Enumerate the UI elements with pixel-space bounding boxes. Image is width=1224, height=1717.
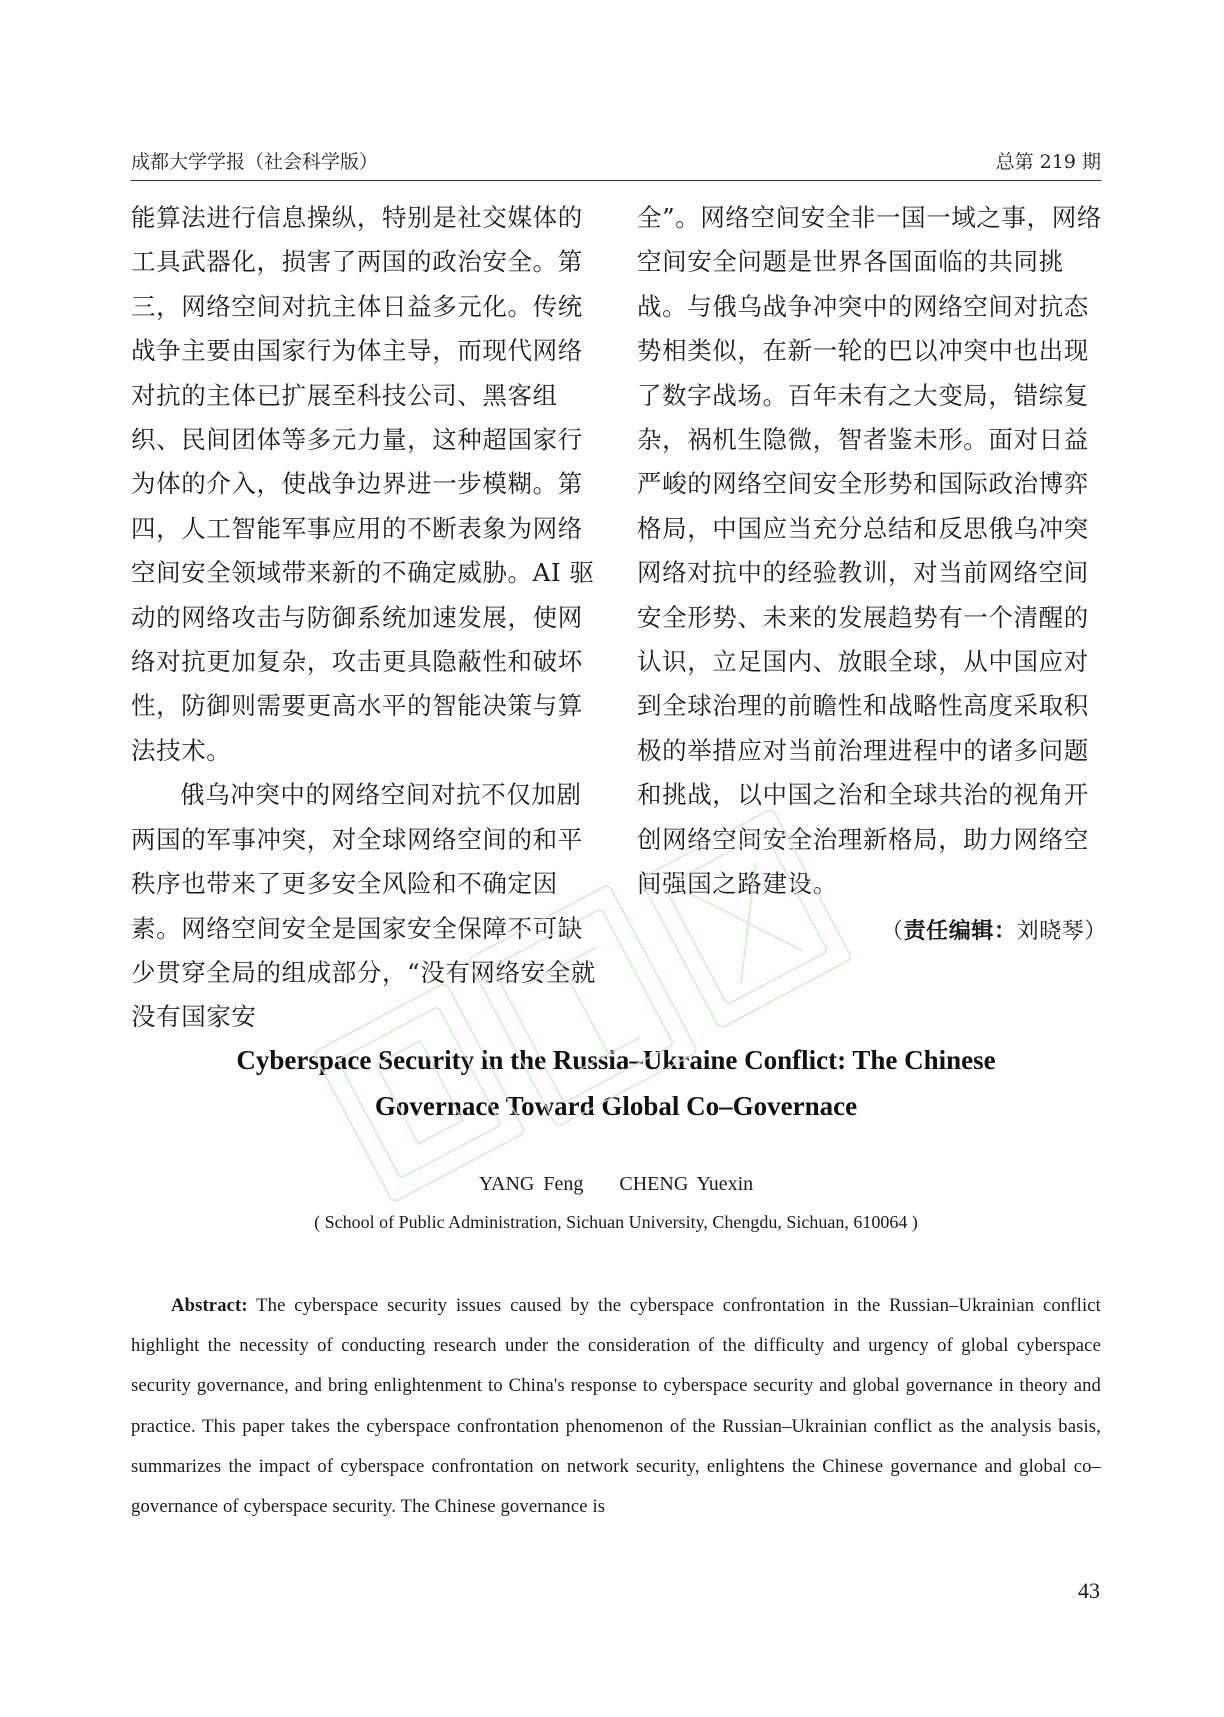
abstract-text: The cyberspace security issues caused by the cyberspace confrontation in the Russian–Ukrainian conflict highlight the necessity of conducting research under the consideration of the difficulty and urgency of global cyberspace security governance, and bring enlightenment to China's response to cyberspace security and global governance in theory and practice. This paper takes the cyberspace confrontation phenomenon of the Russian–Ukrainian conflict as the analysis basis, summarizes the impact of cyberspace confrontation on network security, enlightens the Chinese governance and global co–governance of cyberspace security. The Chinese governance is [131,1295,1101,1518]
right-paragraph-1: 全”。网络空间安全非一国一域之事，网络空间安全问题是世界各国面临的共同挑战。与俄乌战争冲突中的网络空间对抗态势相类似，在新一轮的巴以冲突中也出现了数字战场。百年未有之大变局，错综复杂，祸机生隐微，智者鉴未形。面对日益严峻的网络空间安全形势和国际政治博弈格局，中国应当充分总结和反思俄乌冲突网络对抗中的经验教训，对当前网络空间安全形势、未来的发展趋势有一个清醒的认识，立足国内、放眼全球，从中国应对到全球治理的前瞻性和战略性高度采取积极的举措应对当前治理进程中的诸多问题和挑战，以中国之治和全球共治的视角开创网络空间安全治理新格局，助力网络空间强国之路建设。 [637,203,1102,899]
left-paragraph-1: 能算法进行信息操纵，特别是社交媒体的工具武器化，损害了两国的政治安全。第三，网络空间对抗主体日益多元化。传统战争主要由国家行为体主导，而现代网络对抗的主体已扩展至科技公司、黑客组织、民间团体等多元力量，这种超国家行为体的介入，使战争边界进一步模糊。第四，人工智能军事应用的不断表象为网络空间安全领域带来新的不确定威胁。AI 驱动的网络攻击与防御系统加速发展，使网络对抗更加复杂，攻击更具隐蔽性和破坏性，防御则需要更高水平的智能决策与算法技术。 [131,203,595,765]
authors: YANG Feng CHENG Yuexin [478,1173,754,1195]
affiliation: ( School of Public Administration, Sichuan University, Chengdu, Sichuan, 610064 ) [314,1212,918,1232]
header-rule [131,180,1101,181]
abstract-label: Abstract: [171,1295,248,1316]
editor-label: 责任编辑： [903,917,1017,944]
abstract-paragraph [131,1286,1101,1527]
page-number: 43 [1078,1578,1100,1603]
left-column [131,196,601,1040]
editor-close-paren: ） [1084,918,1107,944]
issue-number: 总第 219 期 [995,150,1101,173]
running-header [131,146,1101,174]
responsible-editor [637,909,1107,954]
english-title [131,1037,1101,1129]
editor-open-paren: （ [880,918,904,944]
abstract [131,1286,1101,1527]
right-column [637,196,1107,954]
journal-name: 成都大学学报（社会科学版） [131,150,379,173]
editor-name: 刘晓琴 [1016,918,1085,944]
left-paragraph-2: 俄乌冲突中的网络空间对抗不仅加剧两国的军事冲突，对全球网络空间的和平秩序也带来了更多安全风险和不确定因素。网络空间安全是国家安全保障不可缺少贯穿全局的组成部分，“没有网络安全就没有国家安 [131,780,596,1032]
english-title-line-1: Cyberspace Security in the Russia–Ukraine Conflict: The Chinese [236,1045,996,1075]
english-title-line-2: Governace Toward Global Co–Governace [374,1091,858,1121]
